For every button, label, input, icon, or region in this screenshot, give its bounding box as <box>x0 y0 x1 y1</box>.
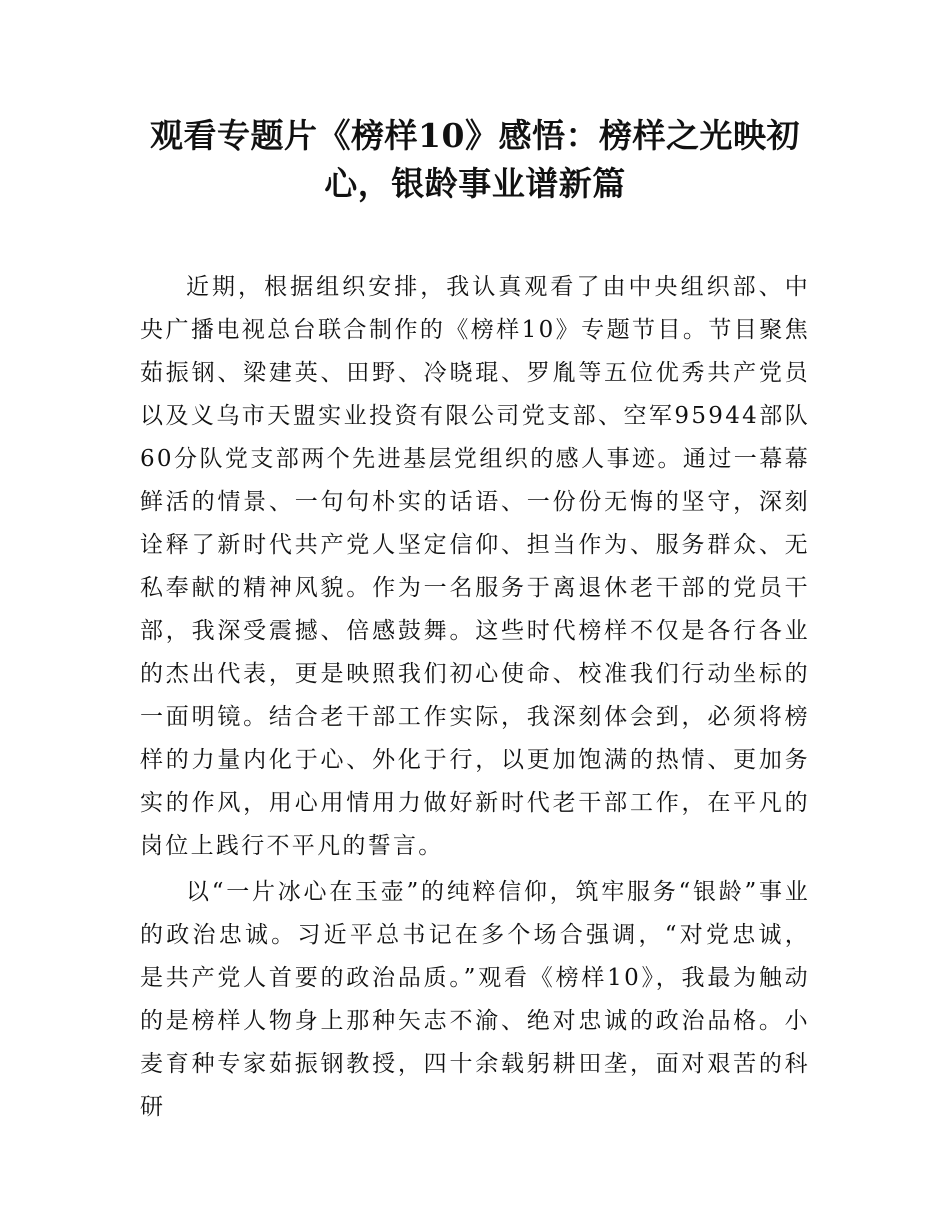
document-body <box>140 266 810 1132</box>
paragraph-1: 近期，根据组织安排，我认真观看了由中央组织部、中央广播电视总台联合制作的《榜样10》专题节目。节目聚焦茹振钢、梁建英、田野、冷晓琨、罗胤等五位优秀共产党员以及义乌市天盟实业投资有限公司党支部、空军95944部队60分队党支部两个先进基层党组织的感人事迹。通过一幕幕鲜活的情景、一句句朴实的话语、一份份无悔的坚守，深刻诠释了新时代共产党人坚定信仰、担当作为、服务群众、无私奉献的精神风貌。作为一名服务于离退休老干部的党员干部，我深受震撼、倍感鼓舞。这些时代榜样不仅是各行各业的杰出代表，更是映照我们初心使命、校准我们行动坐标的一面明镜。结合老干部工作实际，我深刻体会到，必须将榜样的力量内化于心、外化于行，以更加饱满的热情、更加务实的作风，用心用情用力做好新时代老干部工作，在平凡的岗位上践行不平凡的誓言。 <box>140 274 810 859</box>
paragraph-2: 以“一片冰心在玉壶”的纯粹信仰，筑牢服务“银龄”事业的政治忠诚。习近平总书记在多个场合强调，“对党忠诚，是共产党人首要的政治品质。”观看《榜样10》，我最为触动的是榜样人物身上那种矢志不渝、绝对忠诚的政治品格。小麦育种专家茹振钢教授，四十余载躬耕田垄，面对艰苦的科研 <box>140 879 810 1120</box>
document-title: 观看专题片《榜样10》感悟：榜样之光映初心，银龄事业谱新篇 <box>150 116 800 203</box>
